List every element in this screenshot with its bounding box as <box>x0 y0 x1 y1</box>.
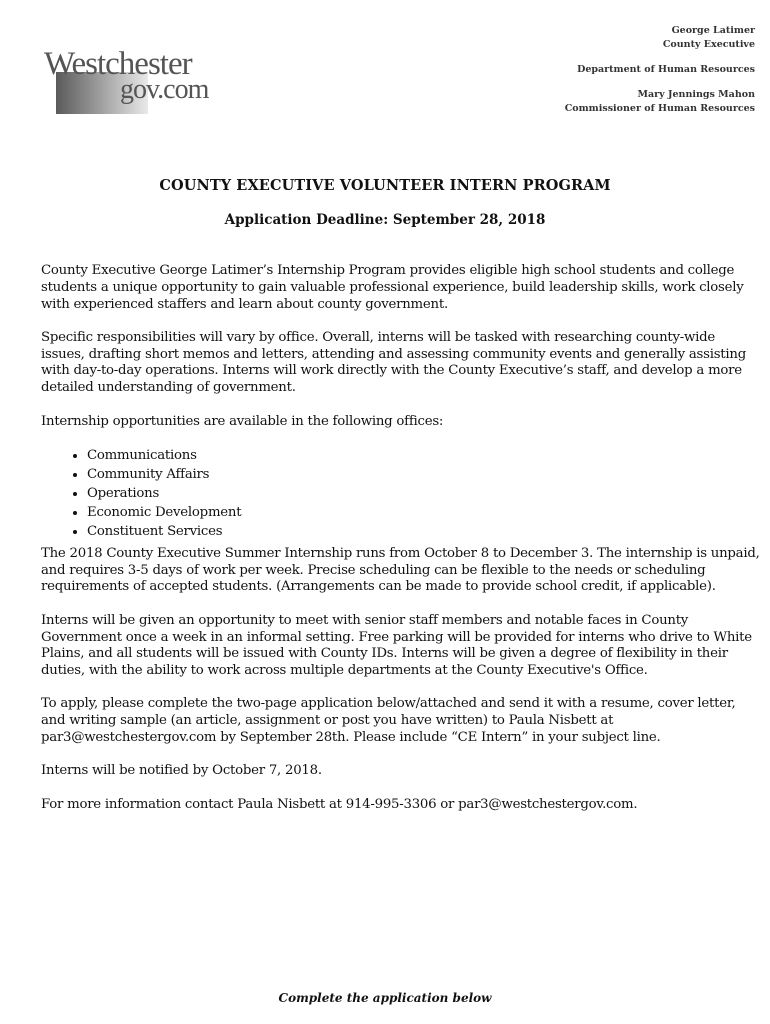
footer-note: Complete the application below <box>278 991 492 1005</box>
offices-intro-paragraph: Internship opportunities are available in the following offices: <box>41 413 444 429</box>
schedule-paragraph: The 2018 County Executive Summer Internship runs from October 8 to December 3. The internship is unpaid, and requires 3-5 days of work per week. Precise scheduling can be flexible to the needs or scheduling requirements of accepted students. (Arrangements can be made to provide school credit, if applicable). <box>41 545 760 595</box>
application-deadline: Application Deadline: September 28, 2018 <box>224 212 546 228</box>
executive-title: County Executive <box>662 39 755 50</box>
notification-paragraph: Interns will be notified by October 7, 2018. <box>41 763 322 779</box>
list-item: • Economic Development <box>87 503 761 522</box>
list-item: • Communications <box>87 446 761 465</box>
how-to-apply-paragraph: To apply, please complete the two-page application below/attached and send it with a resume, cover letter, and writing sample (an article, assignment or post you have written) to Paula Nisbett at par3@westchestergov.com by September 28th. Please include “CE Intern” in your subject line. <box>41 696 736 746</box>
list-item: • Constituent Services <box>87 522 761 541</box>
executive-name: George Latimer <box>671 25 755 36</box>
contact-paragraph: For more information contact Paula Nisbett at 914-995-3306 or par3@westchestergov.com. <box>41 796 638 812</box>
list-item: • Operations <box>87 484 761 503</box>
logo-text-westchester: Westchester <box>44 46 192 82</box>
intro-paragraph: County Executive George Latimer’s Internship Program provides eligible high school students and college students a unique opportunity to gain valuable professional experience, build leadership skills, work closely with experienced staffers and learn about county government. <box>41 263 744 312</box>
westchester-logo <box>38 46 208 114</box>
offices-list <box>41 446 761 541</box>
commissioner-name: Mary Jennings Mahon <box>637 89 755 100</box>
document-body <box>41 263 761 830</box>
responsibilities-paragraph: Specific responsibilities will vary by office. Overall, interns will be tasked with researching county-wide issues, drafting short memos and letters, attending and assessing community events and generally assisting with day-to-day operations. Interns will work directly with the County Executive’s staff, and develop a more detailed understanding of government. <box>41 329 746 396</box>
letterhead-contacts <box>565 24 755 116</box>
logo-text-govcom: gov.com <box>120 74 209 105</box>
department-name: Department of Human Resources <box>577 64 755 75</box>
commissioner-title: Commissioner of Human Resources <box>564 103 755 114</box>
list-item: • Community Affairs <box>87 465 761 484</box>
benefits-paragraph: Interns will be given an opportunity to meet with senior staff members and notable faces in County Government once a week in an informal setting. Free parking will be provided for interns who drive to White Plains, and all students will be issued with County IDs. Interns will be given a degree of flexibility in their duties, with the ability to work across multiple departments at the County Executive's Office. <box>41 612 752 679</box>
document-title: COUNTY EXECUTIVE VOLUNTEER INTERN PROGRAM <box>159 177 611 194</box>
